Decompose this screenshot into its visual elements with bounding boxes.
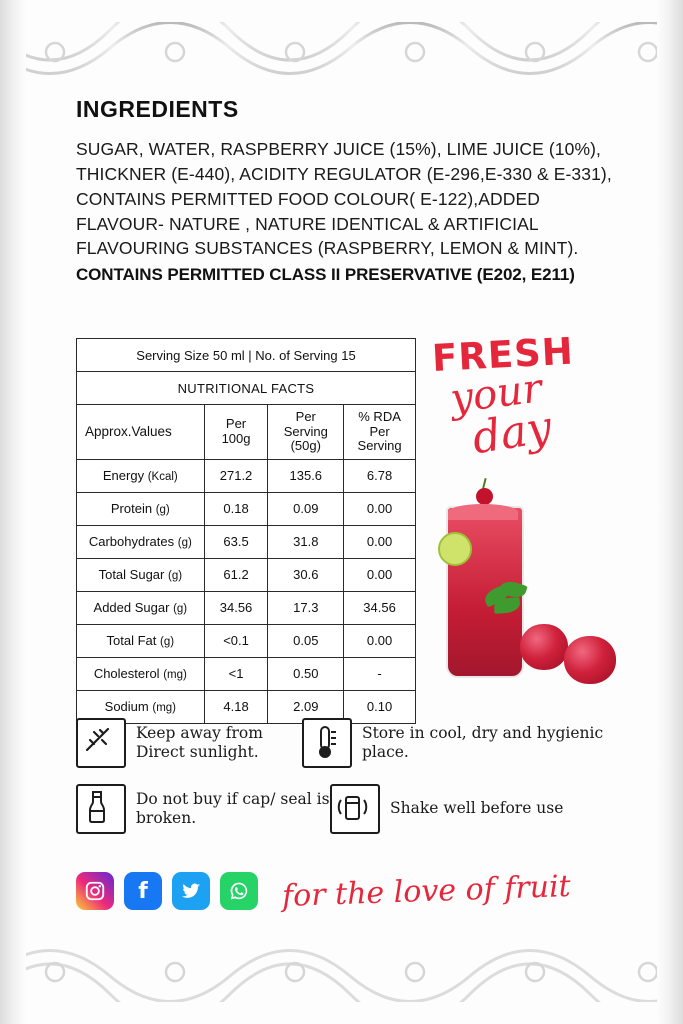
mint-leaves-icon [484,582,528,614]
cell-rda: - [344,657,416,690]
broken-seal-bottle-icon [76,784,126,834]
cell-per-serving: 31.8 [268,525,344,558]
ingredients-section [76,96,616,285]
cell-per-100g: <1 [204,657,268,690]
cell-per-100g: <0.1 [204,624,268,657]
row-unit: (mg) [163,669,187,682]
header-per-100g [204,405,268,460]
row-name: Protein [110,501,153,517]
table-row [77,657,416,690]
cell-rda: 34.56 [344,591,416,624]
cell-rda: 0.00 [344,525,416,558]
cell-per-serving: 0.50 [268,657,344,690]
social-row [76,868,572,914]
cell-per-100g: 271.2 [204,459,268,492]
storage-text-seal: Do not buy if cap/ seal is broken. [136,789,330,827]
day-word: day [468,401,556,465]
storage-instructions [76,718,616,850]
cell-per-100g: 4.18 [204,690,268,723]
cell-per-100g: 0.18 [204,492,268,525]
shake-bottle-icon [330,784,380,834]
cell-per-100g: 61.2 [204,558,268,591]
nutrition-facts-panel [76,338,416,724]
row-unit: (g) [155,504,170,517]
cell-per-serving: 2.09 [268,690,344,723]
cell-per-serving: 0.09 [268,492,344,525]
lime-slice-icon [438,532,472,566]
row-label [77,591,205,624]
nutritional-facts-title: NUTRITIONAL FACTS [77,372,416,405]
storage-item-cool-dry [302,718,616,768]
storage-row-1 [76,718,616,768]
cell-per-100g: 34.56 [204,591,268,624]
header-rda [344,405,416,460]
raspberry-icon [564,636,616,684]
table-row [77,624,416,657]
row-name: Cholesterol [93,666,160,682]
your-word: your [447,365,545,423]
no-sunlight-icon [76,718,126,768]
drink-foam [448,504,518,520]
cell-per-serving: 17.3 [268,591,344,624]
preservative-note: CONTAINS PERMITTED CLASS II PRESERVATIVE (E202, E211) [76,265,575,285]
row-name: Total Sugar [98,567,165,583]
brand-tagline: for the love of fruit [281,868,572,914]
row-unit: (Kcal) [147,471,178,484]
instagram-glyph [76,872,114,910]
fresh-word: FRESH [431,329,575,380]
cell-per-serving: 0.05 [268,624,344,657]
storage-item-sunlight [76,718,302,768]
twitter-icon[interactable] [172,872,210,910]
cell-per-serving: 30.6 [268,558,344,591]
table-row [77,459,416,492]
row-label [77,525,205,558]
header-rda-line1: % RDA Per [358,409,401,439]
whatsapp-icon[interactable] [220,872,258,910]
instagram-icon[interactable] [76,872,114,910]
row-unit: (g) [160,636,175,649]
storage-text-sunlight: Keep away from Direct sunlight. [136,723,263,761]
ingredients-body: SUGAR, WATER, RASPBERRY JUICE (15%), LIME JUICE (10%), THICKNER (E-440), ACIDITY REGULATOR (E-296,E-330 & E-331), CONTAINS PERMITTED FOOD COLOUR( E-122),ADDED FLAVOUR- NATURE , NATURE IDENTICAL & ARTIFICIAL FLAVOURING SUBSTANCES (RASPBERRY, LEMON & MINT). [76,139,612,259]
table-header-row [77,405,416,460]
whatsapp-glyph [220,872,258,910]
drink-glass-illustration [446,486,530,676]
storage-item-seal [76,784,330,834]
row-name: Added Sugar [93,600,170,616]
table-row [77,525,416,558]
serving-size-text: Serving Size 50 ml | No. of Serving 15 [77,339,416,372]
twitter-glyph [172,872,210,910]
header-per-100g-line2: 100g [221,430,251,446]
cell-rda: 0.00 [344,492,416,525]
storage-item-shake [330,784,563,834]
header-per-100g-line1: Per [225,416,247,432]
row-name: Energy [102,468,145,484]
row-label [77,657,205,690]
ingredients-heading: INGREDIENTS [76,96,239,122]
cell-per-serving: 135.6 [268,459,344,492]
facebook-glyph: f [138,878,148,904]
nutritional-facts-title-row [77,372,416,405]
table-row [77,558,416,591]
thermometer-icon [302,718,352,768]
row-label [77,492,205,525]
storage-text-shake: Shake well before use [390,799,564,818]
row-label [77,558,205,591]
left-edge-shading [0,0,26,1024]
row-unit: (g) [173,603,188,616]
cell-rda: 0.10 [344,690,416,723]
storage-row-2 [76,784,616,834]
row-name: Carbohydrates [88,534,175,550]
row-label [77,459,205,492]
nutrition-table [76,338,416,724]
table-row [77,492,416,525]
cherry-icon [476,488,493,505]
bottom-ornament-band [0,942,683,1002]
row-name: Total Fat [106,633,157,649]
cell-rda: 6.78 [344,459,416,492]
header-rda-line2: Serving [357,438,402,454]
row-label [77,624,205,657]
right-edge-shading [657,0,683,1024]
facebook-icon[interactable] [124,872,162,910]
cell-per-100g: 63.5 [204,525,268,558]
script-lettering [431,329,622,465]
cell-rda: 0.00 [344,624,416,657]
top-ornament-band [0,22,683,82]
row-unit: (g) [167,570,183,583]
header-per-serving-line1: Per Serving [283,409,328,439]
storage-text-cool-dry: Store in cool, dry and hygienic place. [361,723,604,761]
fresh-your-day-artwork [424,329,624,706]
row-name: Sodium [104,699,149,715]
header-per-serving-line2: (50g) [290,438,321,454]
header-approx-values: Approx.Values [77,405,205,460]
cell-rda: 0.00 [344,558,416,591]
table-row [77,591,416,624]
row-unit: (mg) [152,702,176,715]
header-per-serving [268,405,344,460]
serving-size-row [77,339,416,372]
row-unit: (g) [177,537,192,550]
raspberry-icon [520,624,568,670]
